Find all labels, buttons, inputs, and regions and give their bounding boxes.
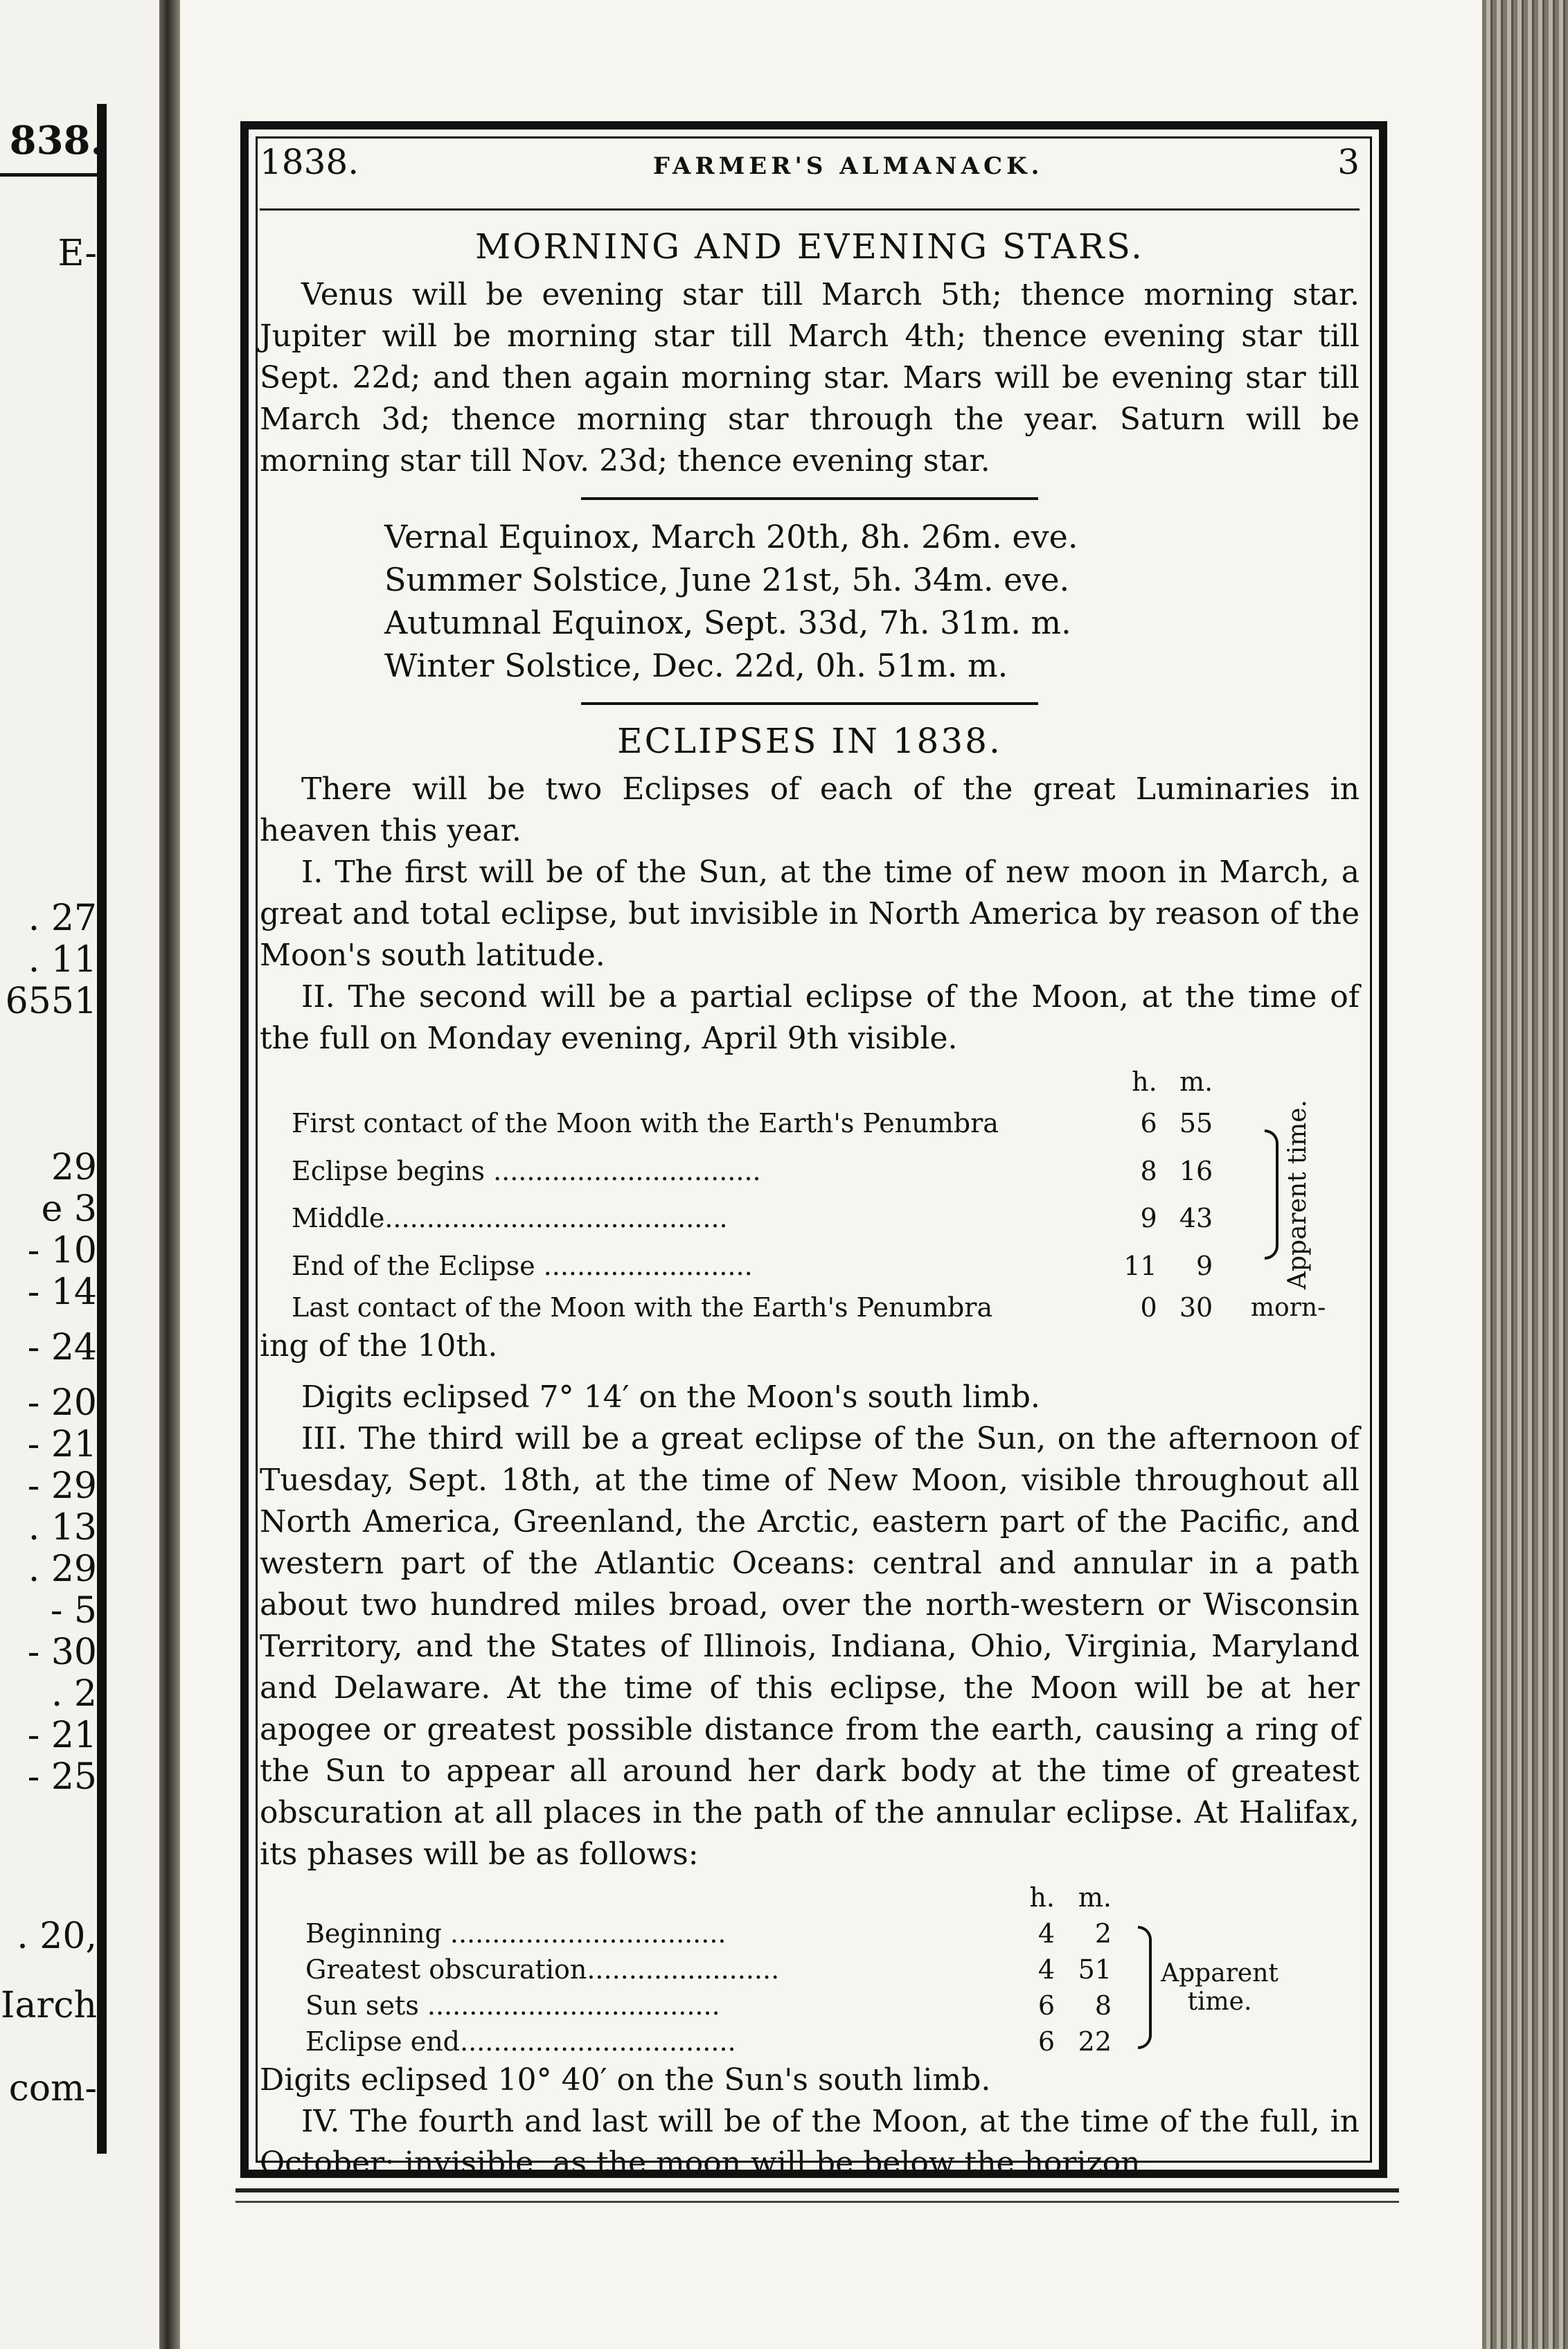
season-item: Winter Solstice, Dec. 22d, 0h. 51m. m. [384, 647, 1008, 684]
phase-minutes: 9 [1196, 1250, 1213, 1281]
phase-minutes: 2 [1094, 1918, 1112, 1949]
phase-hours: 0 [1140, 1292, 1157, 1323]
seasons-list [260, 515, 1360, 687]
left-page-fragment: - 21 [27, 1424, 97, 1465]
solar-digits: Digits eclipsed 10° 40′ on the Sun's south limb. [260, 2062, 991, 2098]
left-page-fragment: E- [57, 233, 97, 274]
col-minutes: m. [1078, 1882, 1112, 1913]
header-rule [260, 208, 1360, 211]
left-page-fragment: - 24 [27, 1327, 97, 1368]
header-title: FARMER'S ALMANACK. [652, 152, 1044, 180]
table-row [287, 1195, 1360, 1242]
phase-minutes: 30 [1179, 1292, 1213, 1323]
left-page-fragment: . 11 [28, 939, 97, 981]
bottom-rule [235, 2188, 1399, 2192]
brace [1265, 1129, 1279, 1260]
phase-hours: 11 [1123, 1250, 1157, 1281]
phase-minutes: 51 [1078, 1954, 1112, 1985]
solar-eclipse-table [301, 1879, 1304, 2060]
left-page-fragment: 6551 [5, 981, 97, 1022]
page-content [260, 142, 1360, 2184]
table-row [287, 1242, 1360, 1290]
left-page-fragment: - 30 [27, 1632, 97, 1673]
running-header [260, 142, 1360, 204]
phase-hours: 4 [1037, 1918, 1055, 1949]
bottom-rule [235, 2201, 1399, 2203]
morning-evening-paragraph: Venus will be evening star till March 5th; thence morning star. Jupiter will be morning star till March 4th; thence evening star till Sept. 22d; and then again morning star. Mars will be evening star till March 3d; thence morning star through the year. Saturn will be morning star till Nov. 23d; thence evening star. [260, 277, 1360, 479]
left-page-fragment: 29 [51, 1147, 97, 1188]
phase-hours: 4 [1037, 1954, 1055, 1985]
col-minutes: m. [1179, 1066, 1213, 1097]
brace [1138, 1926, 1152, 2049]
phase-hours: 6 [1037, 2026, 1055, 2057]
phase-label: Sun sets ................................... [305, 1990, 720, 2021]
season-item: Vernal Equinox, March 20th, 8h. 26m. eve. [384, 518, 1078, 555]
left-page-fragment: - 14 [27, 1271, 97, 1313]
left-page-fragment: . 27 [28, 897, 97, 939]
phase-minutes: 16 [1179, 1155, 1213, 1186]
phase-label: Greatest obscuration....................... [305, 1954, 780, 1985]
season-item: Autumnal Equinox, Sept. 33d, 7h. 31m. m. [384, 604, 1071, 641]
left-page-frame [0, 104, 107, 2154]
phase-label: Last contact of the Moon with the Earth's Penumbra [292, 1292, 993, 1323]
apparent-time-note: Apparent time. [1116, 1915, 1304, 2060]
table-row [287, 1289, 1360, 1325]
phase-minutes: 8 [1094, 1990, 1112, 2021]
left-page-fragment: - 21 [27, 1715, 97, 1756]
page-number: 3 [1337, 142, 1360, 182]
phase-hours: 8 [1140, 1155, 1157, 1186]
left-page-fragment: e 3 [41, 1188, 97, 1230]
book-gutter [159, 0, 180, 2349]
phase-hours: 6 [1037, 1990, 1055, 2021]
left-page-fragment: - 25 [27, 1756, 97, 1798]
section-divider [581, 497, 1038, 500]
morning-evening-heading: MORNING AND EVENING STARS. [475, 226, 1144, 267]
eclipse-third: III. The third will be a great eclipse of the Sun, on the afternoon of Tuesday, Sept. 18th, at the time of New Moon, visible throughout all North America, Greenland, the Arctic, eastern part of the Pacific, and western part of the Atlantic Oceans: central and annular in a path about two hundred miles broad, over the north-western or Wisconsin Territory, and the States of Illinois, Indiana, Ohio, Virginia, Maryland and Delaware. At the time of this eclipse, the Moon will be at her apogee or greatest possible distance from the earth, causing a ring of the Sun to appear all around her dark body at the time of greatest obscuration at all places in the path of the annular eclipse. At Halifax, its phases will be as follows: [260, 1421, 1360, 1873]
phase-label: End of the Eclipse ......................... [292, 1250, 753, 1281]
col-hours: h. [1132, 1066, 1157, 1097]
left-page-fragment: - 20 [27, 1382, 97, 1424]
table-row [301, 1915, 1304, 1951]
season-item: Summer Solstice, June 21st, 5h. 34m. eve. [384, 561, 1070, 598]
left-page-fragment: . 29 [28, 1548, 97, 1590]
lunar-digits: Digits eclipsed 7° 14′ on the Moon's south limb. [301, 1379, 1040, 1415]
morning-note: morn- [1250, 1293, 1326, 1322]
phase-minutes: 55 [1179, 1108, 1213, 1139]
col-hours: h. [1029, 1882, 1055, 1913]
phase-label: Eclipse end................................. [305, 2026, 736, 2057]
eclipses-intro: There will be two Eclipses of each of the great Luminaries in heaven this year. [260, 771, 1360, 848]
eclipse-first: I. The first will be of the Sun, at the time of new moon in March, a great and total eclipse, but invisible in North America by reason of the Moon's south latitude. [260, 855, 1360, 973]
book-page-edges [1482, 0, 1568, 2349]
left-adjacent-page [0, 0, 159, 2349]
phase-hours: 6 [1140, 1108, 1157, 1139]
left-page-fragment: - 29 [27, 1465, 97, 1507]
left-page-fragment: Iarch [0, 1985, 97, 2026]
section-divider [581, 702, 1038, 705]
header-year: 1838. [260, 142, 359, 182]
eclipses-heading: ECLIPSES IN 1838. [617, 721, 1002, 761]
left-page-fragment: com- [8, 2068, 97, 2109]
left-page-fragment: . 2 [51, 1673, 97, 1715]
phase-minutes: 43 [1179, 1203, 1213, 1234]
phase-hours: 9 [1140, 1203, 1157, 1234]
phase-label: First contact of the Moon with the Earth's Penumbra [292, 1108, 999, 1139]
left-page-fragment: - 5 [50, 1590, 97, 1632]
lunar-eclipse-table [287, 1064, 1360, 1325]
phase-label: Beginning ................................. [305, 1918, 727, 1949]
table-row [287, 1147, 1360, 1195]
apparent-time-note: Apparent time. [1217, 1100, 1360, 1289]
eclipse-second: II. The second will be a partial eclipse of the Moon, at the time of the full on Monday evening, April 9th visible. [260, 979, 1360, 1056]
lunar-continuation: ing of the 10th. [260, 1328, 498, 1364]
left-page-fragment: - 10 [27, 1230, 97, 1271]
left-page-header: 838. [9, 118, 104, 163]
table-row [287, 1100, 1360, 1147]
eclipse-fourth: IV. The fourth and last will be of the Moon, at the time of the full, in October; invisible, as the moon will be below the horizon. [260, 2104, 1360, 2181]
phase-label: Middle......................................... [292, 1203, 728, 1234]
left-page-fragment: . 13 [28, 1507, 97, 1548]
phase-label: Eclipse begins ................................ [292, 1155, 761, 1186]
almanac-page [180, 0, 1482, 2349]
left-page-fragment: . 20, [17, 1915, 97, 1957]
phase-minutes: 22 [1078, 2026, 1112, 2057]
left-page-rule [0, 173, 97, 177]
